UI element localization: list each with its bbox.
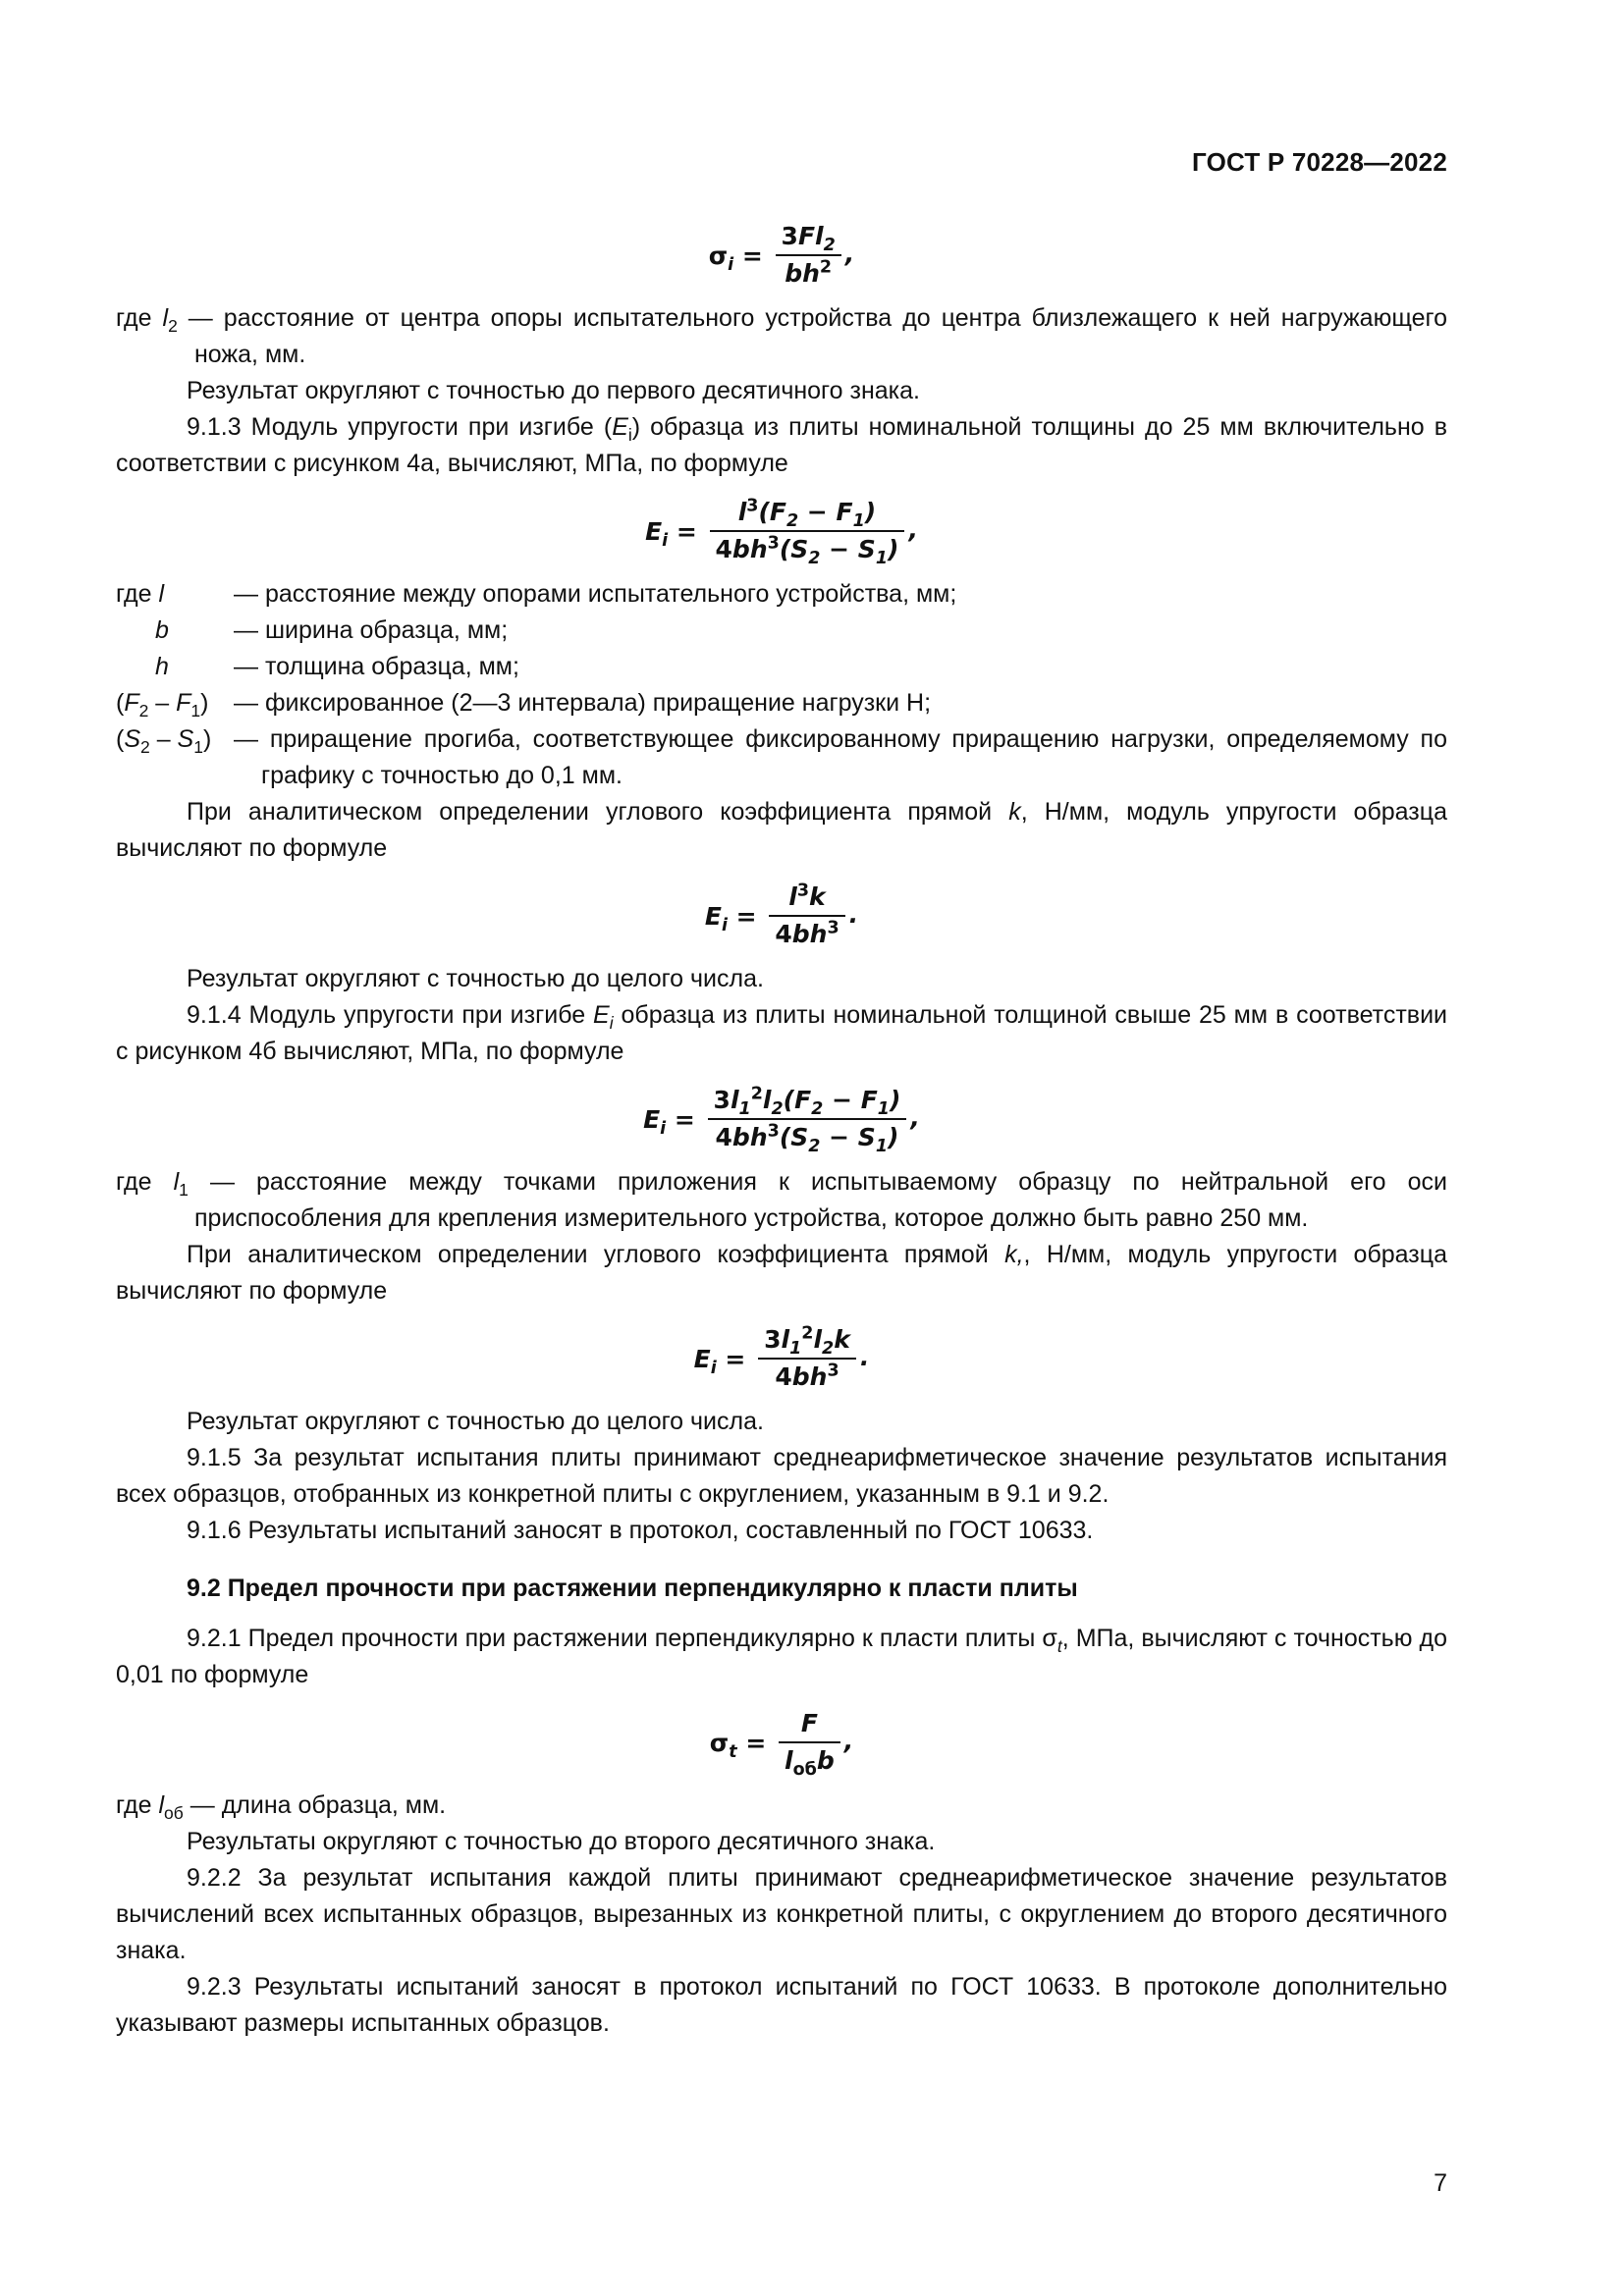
paragraph-analytic-1: При аналитическом определении углового коэффициента прямой k, Н/мм, модуль упругости образца вычисляют по формуле (116, 798, 1447, 862)
formula-Ei-2: $E_i$ = $\frac{l^3k}{4bh^3}$ . (704, 881, 859, 948)
paragraph-rounding-int: Результат округляют с точностью до целого числа. (187, 965, 764, 992)
formula-Ei-1: $E_i$ = $\frac{l^3(F_2 - F_1)}{4bh^3(S_2 - S_1)}$ , (645, 496, 918, 568)
section-heading-9-2: 9.2 Предел прочности при растяжении перпендикулярно к пласти плиты (187, 1575, 1078, 1602)
paragraph-9-2-1: 9.2.1 Предел прочности при растяжении перпендикулярно к пласти плиты $\sigma_t$, МПа, вычисляют с точностью до 0,01 по формуле (116, 1625, 1447, 1688)
definitions-list: где l — расстояние между опорами испытательного устройства, мм; b — ширина образца, мм; h — толщина образца, мм; $(F_2 - F_1)$ — фиксированное (2—3 интервала) приращение нагрузки Н; $(S_2 - S_1)$ — приращение прогиба, соответствующее фиксированному приращению нагрузки, определяемому по графику с точностью до 0,1 мм. (116, 580, 1448, 789)
document-header: ГОСТ Р 70228—2022 (1192, 147, 1447, 177)
definition-lob: где $l_{об}$ — длина образца, мм. (116, 1791, 447, 1823)
paragraph-rounding-2: Результаты округляют с точностью до второго десятичного знака. (187, 1828, 936, 1855)
page-number: 7 (1434, 2169, 1447, 2197)
paragraph-9-2-3: 9.2.3 Результаты испытаний заносят в протокол испытаний по ГОСТ 10633. В протоколе дополнительно указывают размеры испытанных образцов. (116, 1973, 1447, 2037)
definition-l2: где $l_2$ — расстояние от центра опоры испытательного устройства до центра близлежащего к ней нагружающего ножа, мм. (116, 304, 1447, 368)
formula-Ei-3: $E_i$ = $\frac{3l_1^2l_2(F_2 - F_1)}{4bh^3(S_2 - S_1)}$ , (643, 1084, 920, 1156)
paragraph-9-1-3: 9.1.3 Модуль упругости при изгибе $(E_i)$ образца из плиты номинальной толщины до 25 мм включительно в соответствии с рисунком 4а, вычисляют, МПа, по формуле (116, 413, 1447, 477)
definition-l1: где $l_1$ — расстояние между точками приложения к испытываемому образцу по нейтральной его оси приспособления для крепления измерительного устройства, которое должно быть равно 250 мм. (116, 1168, 1448, 1232)
document-body (116, 206, 1447, 2042)
paragraph-9-1-5: 9.1.5 За результат испытания плиты принимают среднеарифметическое значение результатов испытания всех образцов, отобранных из конкретной плиты с округлением, указанным в 9.1 и 9.2. (116, 1444, 1447, 1508)
paragraph-analytic-2: При аналитическом определении углового коэффициента прямой k,, Н/мм, модуль упругости образца вычисляют по формуле (116, 1241, 1447, 1305)
formula-sigma-t: $\sigma_t$ = $\frac{F}{l_{об}b}$ , (709, 1709, 854, 1780)
paragraph-9-1-6: 9.1.6 Результаты испытаний заносят в протокол, составленный по ГОСТ 10633. (187, 1517, 1094, 1544)
formula-sigma-i: $\sigma_i$ = $\frac{3Fl_2}{bh^2}$ , (708, 222, 855, 288)
paragraph-rounding-int-2: Результат округляют с точностью до целого числа. (187, 1408, 764, 1435)
paragraph-9-2-2: 9.2.2 За результат испытания каждой плиты принимают среднеарифметическое значение результатов вычислений всех испытанных образцов, вырезанных из конкретной плиты, с округлением до второго десятичного знака. (116, 1864, 1447, 1964)
paragraph-rounding-1: Результат округляют с точностью до первого десятичного знака. (187, 377, 920, 404)
formula-Ei-4: $E_i$ = $\frac{3l_1^2l_2k}{4bh^3}$ . (693, 1323, 870, 1391)
paragraph-9-1-4: 9.1.4 Модуль упругости при изгибе $E_i$ образца из плиты номинальной толщиной свыше 25 мм в соответствии с рисунком 4б вычисляют, МПа, по формуле (116, 1001, 1447, 1065)
